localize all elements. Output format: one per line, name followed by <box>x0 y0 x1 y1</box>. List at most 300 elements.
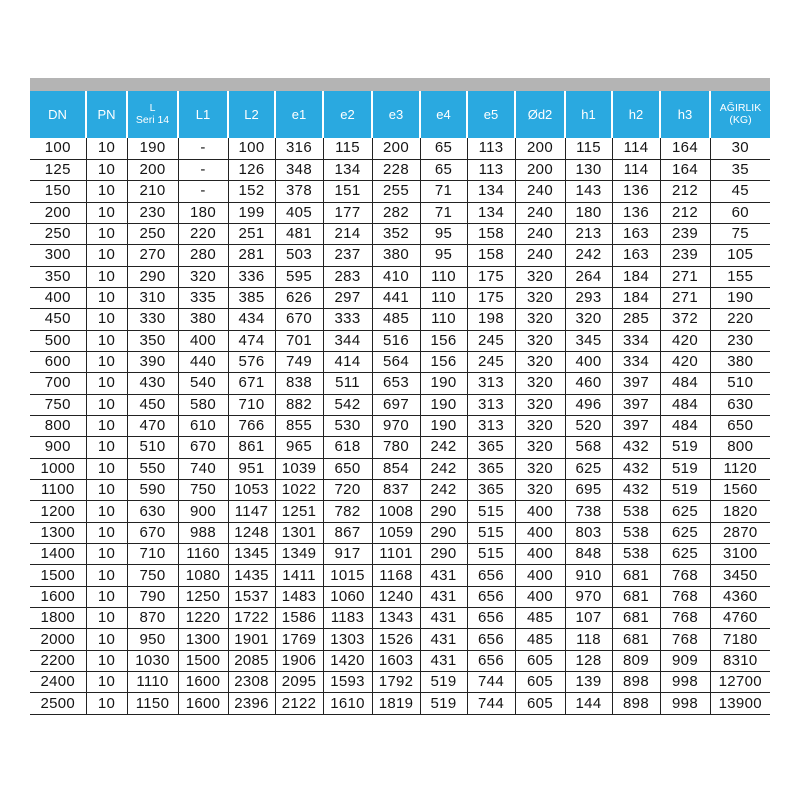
header-label: e4 <box>436 106 451 122</box>
cell-e2: 177 <box>323 202 372 223</box>
cell-dn: 200 <box>30 202 86 223</box>
cell-h2: 184 <box>612 287 660 308</box>
cell-h2: 681 <box>612 608 660 629</box>
cell-h3: 271 <box>660 266 710 287</box>
cell-e4: 431 <box>420 565 467 586</box>
cell-l: 790 <box>127 586 178 607</box>
cell-e4: 65 <box>420 138 467 159</box>
header-e3 <box>372 91 420 138</box>
cell-l2: 126 <box>228 159 275 180</box>
header-e2 <box>323 91 372 138</box>
cell-h2: 681 <box>612 586 660 607</box>
cell-weight: 13900 <box>710 693 770 714</box>
cell-dn: 1300 <box>30 522 86 543</box>
cell-l: 630 <box>127 501 178 522</box>
cell-e2: 542 <box>323 394 372 415</box>
cell-h2: 432 <box>612 480 660 501</box>
cell-weight: 380 <box>710 351 770 372</box>
cell-h2: 397 <box>612 415 660 436</box>
header-label: L <box>149 101 156 114</box>
header-label: DN <box>48 106 67 122</box>
cell-e1: 626 <box>275 287 323 308</box>
cell-l: 710 <box>127 544 178 565</box>
cell-weight: 2870 <box>710 522 770 543</box>
cell-e2: 917 <box>323 544 372 565</box>
cell-pn: 10 <box>86 586 127 607</box>
cell-e4: 156 <box>420 330 467 351</box>
cell-dn: 1800 <box>30 608 86 629</box>
cell-od2: 400 <box>515 501 565 522</box>
header-e5 <box>467 91 515 138</box>
table-row <box>30 138 770 159</box>
cell-pn: 10 <box>86 437 127 458</box>
header-sublabel: (KG) <box>729 114 752 126</box>
cell-e4: 110 <box>420 287 467 308</box>
cell-pn: 10 <box>86 650 127 671</box>
cell-weight: 220 <box>710 309 770 330</box>
cell-weight: 12700 <box>710 672 770 693</box>
table-row <box>30 458 770 479</box>
cell-h2: 285 <box>612 309 660 330</box>
cell-od2: 240 <box>515 245 565 266</box>
cell-od2: 320 <box>515 480 565 501</box>
table-row <box>30 287 770 308</box>
cell-e4: 110 <box>420 266 467 287</box>
header-l1 <box>178 91 228 138</box>
cell-l2: 474 <box>228 330 275 351</box>
cell-pn: 10 <box>86 693 127 714</box>
cell-e3: 255 <box>372 181 420 202</box>
cell-pn: 10 <box>86 522 127 543</box>
cell-h2: 898 <box>612 672 660 693</box>
table-row <box>30 415 770 436</box>
cell-l1: 740 <box>178 458 228 479</box>
cell-l: 190 <box>127 138 178 159</box>
cell-l: 350 <box>127 330 178 351</box>
cell-e2: 1303 <box>323 629 372 650</box>
cell-h1: 115 <box>565 138 612 159</box>
cell-dn: 1600 <box>30 586 86 607</box>
cell-e1: 1586 <box>275 608 323 629</box>
cell-e5: 113 <box>467 159 515 180</box>
cell-pn: 10 <box>86 629 127 650</box>
cell-e5: 365 <box>467 480 515 501</box>
cell-h1: 139 <box>565 672 612 693</box>
cell-e2: 151 <box>323 181 372 202</box>
cell-e1: 855 <box>275 415 323 436</box>
cell-e2: 414 <box>323 351 372 372</box>
cell-e3: 653 <box>372 373 420 394</box>
cell-l1: - <box>178 138 228 159</box>
cell-e3: 854 <box>372 458 420 479</box>
cell-e5: 656 <box>467 629 515 650</box>
cell-pn: 10 <box>86 266 127 287</box>
cell-l2: 2396 <box>228 693 275 714</box>
top-gray-bar <box>30 78 770 91</box>
cell-l: 430 <box>127 373 178 394</box>
cell-dn: 1200 <box>30 501 86 522</box>
cell-e5: 198 <box>467 309 515 330</box>
cell-e1: 2122 <box>275 693 323 714</box>
cell-pn: 10 <box>86 501 127 522</box>
cell-h3: 519 <box>660 480 710 501</box>
cell-l1: 1600 <box>178 693 228 714</box>
cell-l1: 180 <box>178 202 228 223</box>
cell-h3: 164 <box>660 159 710 180</box>
cell-e3: 1168 <box>372 565 420 586</box>
cell-l2: 951 <box>228 458 275 479</box>
cell-e5: 515 <box>467 522 515 543</box>
cell-l1: 1600 <box>178 672 228 693</box>
cell-weight: 230 <box>710 330 770 351</box>
cell-od2: 605 <box>515 650 565 671</box>
cell-e3: 1008 <box>372 501 420 522</box>
cell-od2: 320 <box>515 309 565 330</box>
cell-h1: 107 <box>565 608 612 629</box>
cell-dn: 1400 <box>30 544 86 565</box>
header-h3 <box>660 91 710 138</box>
cell-od2: 485 <box>515 608 565 629</box>
header-e4 <box>420 91 467 138</box>
cell-dn: 500 <box>30 330 86 351</box>
cell-e3: 441 <box>372 287 420 308</box>
cell-od2: 320 <box>515 266 565 287</box>
cell-h2: 163 <box>612 245 660 266</box>
cell-dn: 250 <box>30 223 86 244</box>
cell-e2: 134 <box>323 159 372 180</box>
cell-l: 870 <box>127 608 178 629</box>
cell-e1: 701 <box>275 330 323 351</box>
header-row <box>30 91 770 138</box>
header-e1 <box>275 91 323 138</box>
cell-l2: 1248 <box>228 522 275 543</box>
cell-h3: 519 <box>660 437 710 458</box>
cell-e5: 365 <box>467 458 515 479</box>
header-h1 <box>565 91 612 138</box>
header-label: h2 <box>628 106 644 122</box>
cell-od2: 400 <box>515 544 565 565</box>
cell-e2: 1593 <box>323 672 372 693</box>
cell-weight: 105 <box>710 245 770 266</box>
cell-e5: 744 <box>467 693 515 714</box>
cell-l2: 336 <box>228 266 275 287</box>
cell-l2: 1345 <box>228 544 275 565</box>
cell-h3: 239 <box>660 245 710 266</box>
cell-od2: 320 <box>515 437 565 458</box>
cell-h3: 998 <box>660 693 710 714</box>
cell-od2: 605 <box>515 672 565 693</box>
cell-h1: 970 <box>565 586 612 607</box>
header-pn <box>86 91 127 138</box>
cell-od2: 240 <box>515 202 565 223</box>
cell-e2: 1420 <box>323 650 372 671</box>
cell-e3: 970 <box>372 415 420 436</box>
cell-e1: 316 <box>275 138 323 159</box>
cell-e5: 656 <box>467 565 515 586</box>
cell-h1: 910 <box>565 565 612 586</box>
cell-l1: 1300 <box>178 629 228 650</box>
cell-weight: 30 <box>710 138 770 159</box>
cell-e3: 485 <box>372 309 420 330</box>
cell-l2: 861 <box>228 437 275 458</box>
cell-l2: 385 <box>228 287 275 308</box>
cell-e1: 1769 <box>275 629 323 650</box>
cell-l: 950 <box>127 629 178 650</box>
cell-h3: 625 <box>660 501 710 522</box>
header-label: e2 <box>340 106 355 122</box>
cell-dn: 300 <box>30 245 86 266</box>
cell-e3: 1792 <box>372 672 420 693</box>
cell-e1: 1301 <box>275 522 323 543</box>
cell-od2: 320 <box>515 415 565 436</box>
cell-l: 250 <box>127 223 178 244</box>
cell-e5: 175 <box>467 287 515 308</box>
cell-e1: 1483 <box>275 586 323 607</box>
cell-h2: 184 <box>612 266 660 287</box>
cell-od2: 400 <box>515 565 565 586</box>
cell-dn: 350 <box>30 266 86 287</box>
cell-e1: 1906 <box>275 650 323 671</box>
cell-e3: 1526 <box>372 629 420 650</box>
cell-h1: 130 <box>565 159 612 180</box>
header-dn <box>30 91 86 138</box>
cell-h3: 164 <box>660 138 710 159</box>
cell-h2: 136 <box>612 202 660 223</box>
cell-l: 550 <box>127 458 178 479</box>
cell-h3: 484 <box>660 373 710 394</box>
cell-h3: 768 <box>660 565 710 586</box>
cell-l1: 400 <box>178 330 228 351</box>
cell-l1: 280 <box>178 245 228 266</box>
cell-l2: 766 <box>228 415 275 436</box>
cell-pn: 10 <box>86 458 127 479</box>
cell-l: 270 <box>127 245 178 266</box>
cell-weight: 4360 <box>710 586 770 607</box>
cell-h1: 520 <box>565 415 612 436</box>
cell-l2: 281 <box>228 245 275 266</box>
cell-h3: 768 <box>660 586 710 607</box>
cell-od2: 240 <box>515 223 565 244</box>
cell-h2: 397 <box>612 394 660 415</box>
cell-e2: 720 <box>323 480 372 501</box>
table-row <box>30 373 770 394</box>
cell-dn: 900 <box>30 437 86 458</box>
cell-od2: 400 <box>515 522 565 543</box>
cell-l2: 100 <box>228 138 275 159</box>
cell-h1: 496 <box>565 394 612 415</box>
cell-e4: 431 <box>420 629 467 650</box>
cell-e3: 1059 <box>372 522 420 543</box>
cell-weight: 1120 <box>710 458 770 479</box>
cell-e5: 313 <box>467 373 515 394</box>
cell-h2: 114 <box>612 159 660 180</box>
cell-weight: 8310 <box>710 650 770 671</box>
cell-h2: 538 <box>612 501 660 522</box>
cell-e4: 290 <box>420 522 467 543</box>
cell-dn: 700 <box>30 373 86 394</box>
cell-e2: 867 <box>323 522 372 543</box>
cell-l2: 1053 <box>228 480 275 501</box>
cell-h2: 432 <box>612 458 660 479</box>
cell-e1: 405 <box>275 202 323 223</box>
cell-pn: 10 <box>86 159 127 180</box>
cell-od2: 320 <box>515 458 565 479</box>
cell-pn: 10 <box>86 351 127 372</box>
cell-e4: 190 <box>420 394 467 415</box>
cell-h3: 519 <box>660 458 710 479</box>
table-row <box>30 437 770 458</box>
cell-l1: 1250 <box>178 586 228 607</box>
cell-h2: 163 <box>612 223 660 244</box>
table-row <box>30 629 770 650</box>
cell-l: 330 <box>127 309 178 330</box>
cell-e4: 242 <box>420 458 467 479</box>
cell-h3: 212 <box>660 181 710 202</box>
cell-e1: 882 <box>275 394 323 415</box>
cell-dn: 1100 <box>30 480 86 501</box>
cell-h1: 180 <box>565 202 612 223</box>
cell-l: 450 <box>127 394 178 415</box>
cell-e2: 618 <box>323 437 372 458</box>
cell-h2: 136 <box>612 181 660 202</box>
table-row <box>30 501 770 522</box>
cell-h3: 212 <box>660 202 710 223</box>
cell-e3: 1101 <box>372 544 420 565</box>
cell-h1: 128 <box>565 650 612 671</box>
cell-e3: 1819 <box>372 693 420 714</box>
cell-e1: 503 <box>275 245 323 266</box>
cell-e4: 156 <box>420 351 467 372</box>
cell-e5: 245 <box>467 330 515 351</box>
cell-e2: 344 <box>323 330 372 351</box>
cell-e5: 365 <box>467 437 515 458</box>
cell-e1: 2095 <box>275 672 323 693</box>
dimensions-table <box>30 91 770 715</box>
cell-e2: 214 <box>323 223 372 244</box>
cell-l1: 750 <box>178 480 228 501</box>
cell-e3: 1343 <box>372 608 420 629</box>
cell-l2: 199 <box>228 202 275 223</box>
cell-e1: 965 <box>275 437 323 458</box>
cell-dn: 750 <box>30 394 86 415</box>
cell-e3: 352 <box>372 223 420 244</box>
cell-weight: 60 <box>710 202 770 223</box>
cell-h3: 998 <box>660 672 710 693</box>
cell-weight: 1560 <box>710 480 770 501</box>
cell-h2: 397 <box>612 373 660 394</box>
cell-e5: 134 <box>467 202 515 223</box>
cell-e2: 297 <box>323 287 372 308</box>
cell-l1: 335 <box>178 287 228 308</box>
cell-h3: 484 <box>660 394 710 415</box>
table-row <box>30 394 770 415</box>
cell-od2: 320 <box>515 373 565 394</box>
cell-h1: 143 <box>565 181 612 202</box>
cell-l2: 671 <box>228 373 275 394</box>
cell-l1: 610 <box>178 415 228 436</box>
cell-h3: 625 <box>660 522 710 543</box>
cell-e2: 283 <box>323 266 372 287</box>
cell-e4: 431 <box>420 586 467 607</box>
cell-h1: 400 <box>565 351 612 372</box>
cell-l: 670 <box>127 522 178 543</box>
cell-e1: 1039 <box>275 458 323 479</box>
cell-l2: 1147 <box>228 501 275 522</box>
cell-e3: 380 <box>372 245 420 266</box>
cell-od2: 200 <box>515 159 565 180</box>
cell-h2: 538 <box>612 522 660 543</box>
cell-weight: 1820 <box>710 501 770 522</box>
cell-e1: 838 <box>275 373 323 394</box>
cell-l2: 152 <box>228 181 275 202</box>
cell-l1: 1160 <box>178 544 228 565</box>
cell-h3: 420 <box>660 351 710 372</box>
cell-h3: 420 <box>660 330 710 351</box>
header-sublabel: Seri 14 <box>135 114 170 126</box>
cell-h1: 345 <box>565 330 612 351</box>
cell-e4: 290 <box>420 544 467 565</box>
cell-h2: 334 <box>612 351 660 372</box>
cell-e5: 744 <box>467 672 515 693</box>
cell-h3: 909 <box>660 650 710 671</box>
cell-l: 230 <box>127 202 178 223</box>
cell-e4: 519 <box>420 672 467 693</box>
header-label: L1 <box>195 106 211 122</box>
cell-e4: 519 <box>420 693 467 714</box>
cell-dn: 1000 <box>30 458 86 479</box>
cell-l: 1110 <box>127 672 178 693</box>
cell-h1: 460 <box>565 373 612 394</box>
cell-e5: 656 <box>467 586 515 607</box>
cell-dn: 125 <box>30 159 86 180</box>
table-row <box>30 608 770 629</box>
cell-weight: 3450 <box>710 565 770 586</box>
cell-l1: 1080 <box>178 565 228 586</box>
cell-h1: 848 <box>565 544 612 565</box>
header-label: h3 <box>677 106 693 122</box>
cell-e3: 410 <box>372 266 420 287</box>
header-label: Ød2 <box>527 106 553 122</box>
cell-od2: 320 <box>515 394 565 415</box>
cell-h3: 372 <box>660 309 710 330</box>
cell-e1: 749 <box>275 351 323 372</box>
cell-pn: 10 <box>86 223 127 244</box>
cell-h2: 334 <box>612 330 660 351</box>
header-label: h1 <box>581 106 596 122</box>
cell-e2: 333 <box>323 309 372 330</box>
cell-e2: 650 <box>323 458 372 479</box>
cell-e3: 200 <box>372 138 420 159</box>
cell-l: 310 <box>127 287 178 308</box>
cell-e2: 782 <box>323 501 372 522</box>
cell-e2: 237 <box>323 245 372 266</box>
cell-weight: 190 <box>710 287 770 308</box>
cell-e1: 1251 <box>275 501 323 522</box>
cell-od2: 320 <box>515 351 565 372</box>
table-row <box>30 480 770 501</box>
cell-h2: 681 <box>612 629 660 650</box>
table-row <box>30 309 770 330</box>
cell-h2: 114 <box>612 138 660 159</box>
cell-pn: 10 <box>86 202 127 223</box>
cell-h1: 118 <box>565 629 612 650</box>
header-label: AĞIRLIK <box>719 101 762 114</box>
cell-h1: 320 <box>565 309 612 330</box>
cell-l: 470 <box>127 415 178 436</box>
cell-h1: 803 <box>565 522 612 543</box>
cell-dn: 2200 <box>30 650 86 671</box>
cell-e2: 1610 <box>323 693 372 714</box>
